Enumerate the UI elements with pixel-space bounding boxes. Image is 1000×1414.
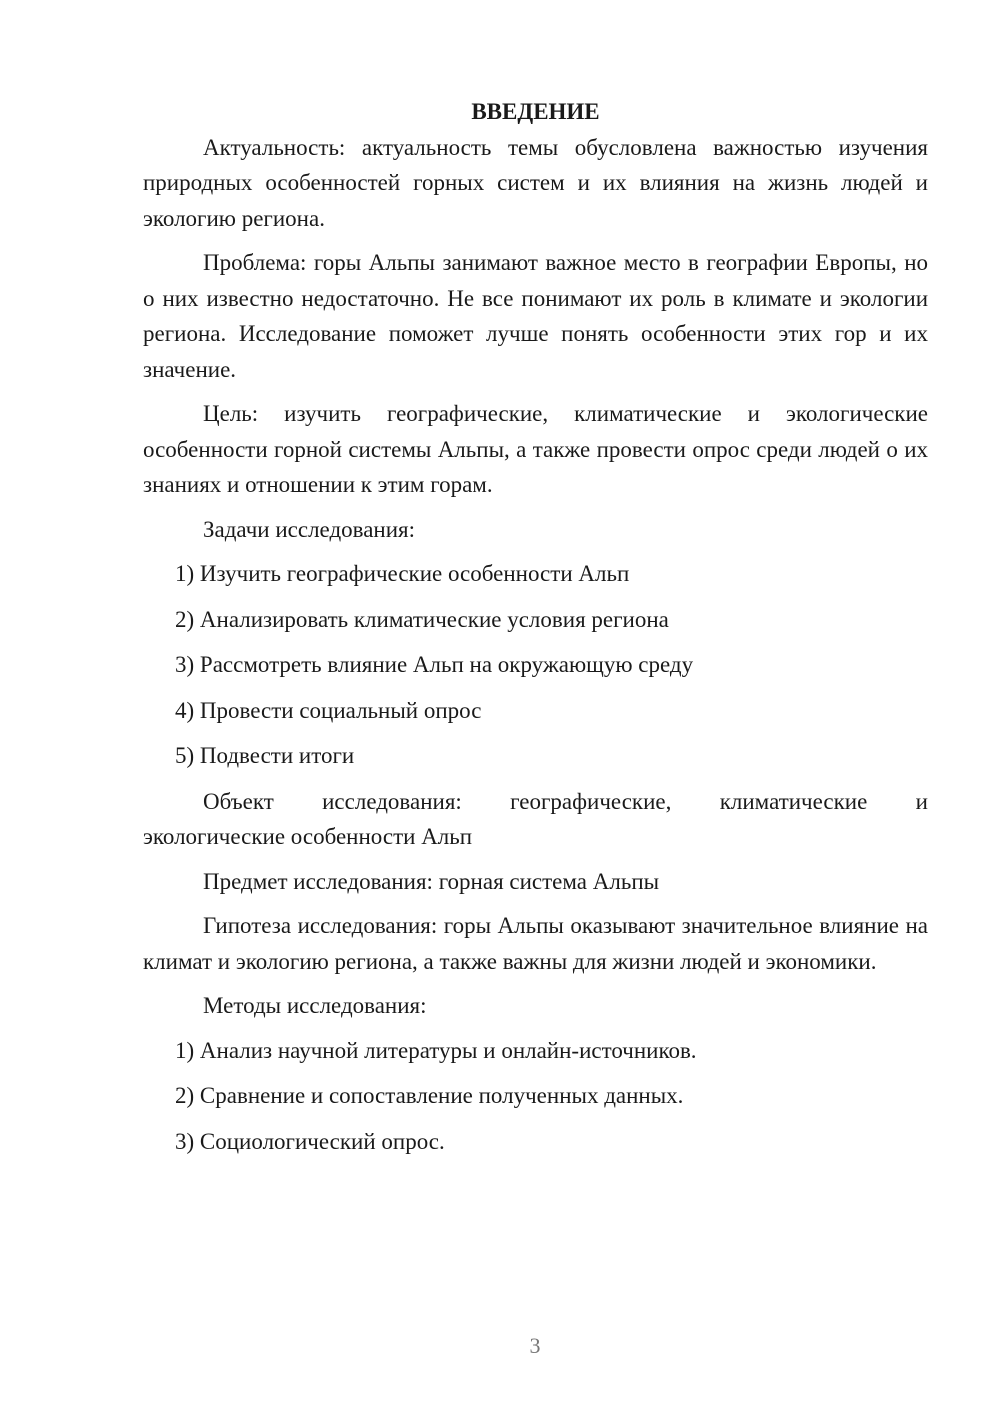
tasks-heading: Задачи исследования:	[203, 516, 416, 542]
object-paragraph-rest: экологические особенности Альп	[143, 824, 473, 849]
methods-heading: Методы исследования:	[203, 993, 427, 1018]
task-item: 4) Провести социальный опрос	[175, 697, 482, 723]
object-word: климатические	[719, 788, 868, 814]
object-paragraph-line	[143, 784, 928, 820]
object-word: исследования:	[322, 788, 462, 814]
page-content	[143, 94, 928, 1169]
section-title: ВВЕДЕНИЕ	[471, 99, 600, 124]
relevance-paragraph: Актуальность: актуальность темы обусловлена важностью изучения природных особенностей горных систем и их влияния на жизнь людей и экологию региона.	[143, 134, 928, 231]
object-word: Объект	[203, 788, 274, 814]
object-word: и	[915, 788, 928, 814]
page-number: 3	[529, 1333, 541, 1358]
goal-paragraph: Цель: изучить географические, климатические и экологические особенности горной системы Альпы, а также провести опрос среди людей о их знаниях и отношении к этим горам.	[143, 401, 928, 497]
task-item: 5) Подвести итоги	[175, 743, 355, 768]
task-item: 2) Анализировать климатические условия региона	[175, 606, 669, 632]
task-item: 1) Изучить географические особенности Альп	[175, 561, 630, 586]
method-item: 1) Анализ научной литературы и онлайн-источников.	[175, 1037, 697, 1063]
method-item: 2) Сравнение и сопоставление полученных данных.	[175, 1083, 684, 1108]
object-word: географические,	[510, 788, 672, 814]
method-item: 3) Социологический опрос.	[175, 1128, 445, 1154]
hypothesis-paragraph: Гипотеза исследования: горы Альпы оказывают значительное влияние на климат и экологию региона, а также важны для жизни людей и экономики.	[143, 913, 928, 974]
subject-paragraph: Предмет исследования: горная система Альпы	[203, 868, 660, 894]
task-item: 3) Рассмотреть влияние Альп на окружающую среду	[175, 652, 694, 677]
problem-paragraph: Проблема: горы Альпы занимают важное место в географии Европы, но о них известно недостаточно. Не все понимают их роль в климате и экологии региона. Исследование поможет лучше понять особенности этих гор и их значение.	[143, 250, 928, 382]
